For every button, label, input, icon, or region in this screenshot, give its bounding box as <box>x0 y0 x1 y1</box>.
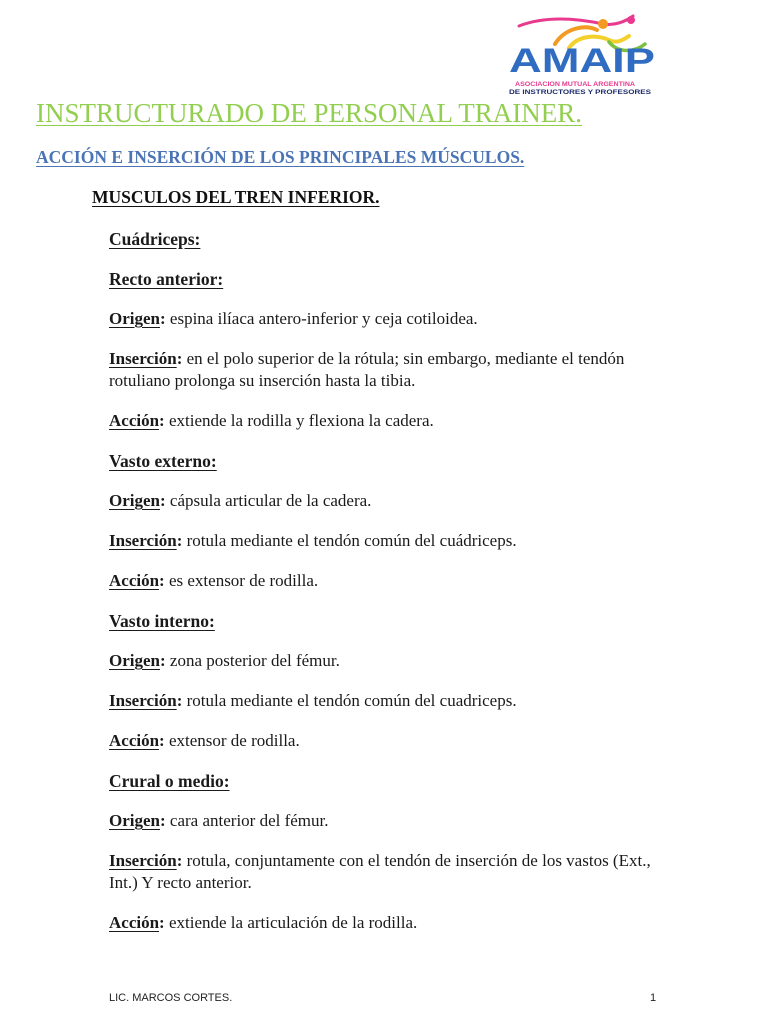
muscle-list <box>109 228 669 952</box>
document-title: INSTRUCTURADO DE PERSONAL TRAINER. <box>36 98 583 128</box>
accion-text: extensor de rodilla. <box>168 731 300 750</box>
insercion-entry: Inserción: rotula, conjuntamente con el tendón de inserción de los vastos (Ext., Int.) Y recto anterior. <box>109 851 651 892</box>
accion-entry: Acción: extensor de rodilla. <box>109 731 300 750</box>
accion-label: Acción <box>109 913 160 932</box>
section-heading: MUSCULOS DEL TREN INFERIOR. <box>92 187 380 207</box>
origen-label: Origen <box>109 491 160 510</box>
accion-text: extiende la rodilla y flexiona la cadera. <box>168 411 434 430</box>
accion-entry: Acción: extiende la rodilla y flexiona la cadera. <box>109 411 434 430</box>
muscle-heading: Vasto interno: <box>109 611 215 631</box>
muscle-heading: Recto anterior: <box>109 269 224 289</box>
logo-wordmark: AMAIP <box>509 42 655 80</box>
origen-entry: Origen: cara anterior del fémur. <box>109 811 329 830</box>
origen-label: Origen <box>109 309 160 328</box>
origen-text: cara anterior del fémur. <box>169 811 329 830</box>
amaip-logo <box>505 14 663 98</box>
insercion-label: Inserción <box>109 691 177 710</box>
insercion-text: rotula, conjuntamente con el tendón de inserción de los vastos (Ext., Int.) Y recto anterior. <box>109 851 651 892</box>
footer-author: LIC. MARCOS CORTES. <box>109 992 233 1004</box>
accion-label: Acción <box>109 571 160 590</box>
origen-entry: Origen: espina ilíaca antero-inferior y ceja cotiloidea. <box>109 309 478 328</box>
accion-text: extiende la articulación de la rodilla. <box>168 913 418 932</box>
origen-entry: Origen: cápsula articular de la cadera. <box>109 491 372 510</box>
insercion-label: Inserción <box>109 349 177 368</box>
muscle-group-heading: Cuádriceps: <box>109 229 201 249</box>
accion-text: es extensor de rodilla. <box>168 571 319 590</box>
insercion-entry: Inserción: rotula mediante el tendón común del cuádriceps. <box>109 531 517 550</box>
accion-entry: Acción: extiende la articulación de la rodilla. <box>109 913 418 932</box>
logo-tagline-2: DE INSTRUCTORES Y PROFESORES <box>509 89 652 96</box>
origen-text: zona posterior del fémur. <box>169 651 340 670</box>
origen-label: Origen <box>109 811 160 830</box>
muscle-heading: Vasto externo: <box>109 451 217 471</box>
insercion-text: rotula mediante el tendón común del cuádriceps. <box>186 531 517 550</box>
insercion-entry: Inserción: rotula mediante el tendón común del cuadriceps. <box>109 691 517 710</box>
athlete-swoosh <box>519 16 633 26</box>
athlete-ball <box>627 16 635 24</box>
page-number: 1 <box>650 992 657 1004</box>
athlete-head <box>598 19 608 29</box>
origen-label: Origen <box>109 651 160 670</box>
origen-entry: Origen: zona posterior del fémur. <box>109 651 340 670</box>
accion-label: Acción <box>109 411 160 430</box>
document-subtitle: ACCIÓN E INSERCIÓN DE LOS PRINCIPALES MÚSCULOS. <box>36 147 525 167</box>
insercion-entry: Inserción: en el polo superior de la rótula; sin embargo, mediante el tendón rotuliano prolonga su inserción hasta la tibia. <box>109 349 625 390</box>
insercion-text: en el polo superior de la rótula; sin embargo, mediante el tendón rotuliano prolonga su inserción hasta la tibia. <box>109 349 625 390</box>
accion-entry: Acción: es extensor de rodilla. <box>109 571 319 590</box>
muscle-heading: Crural o medio: <box>109 771 230 791</box>
insercion-label: Inserción <box>109 851 177 870</box>
origen-text: espina ilíaca antero-inferior y ceja cotiloidea. <box>169 309 478 328</box>
insercion-text: rotula mediante el tendón común del cuadriceps. <box>186 691 517 710</box>
accion-label: Acción <box>109 731 160 750</box>
origen-text: cápsula articular de la cadera. <box>169 491 372 510</box>
insercion-label: Inserción <box>109 531 177 550</box>
logo-tagline-1: ASOCIACION MUTUAL ARGENTINA <box>515 81 636 88</box>
